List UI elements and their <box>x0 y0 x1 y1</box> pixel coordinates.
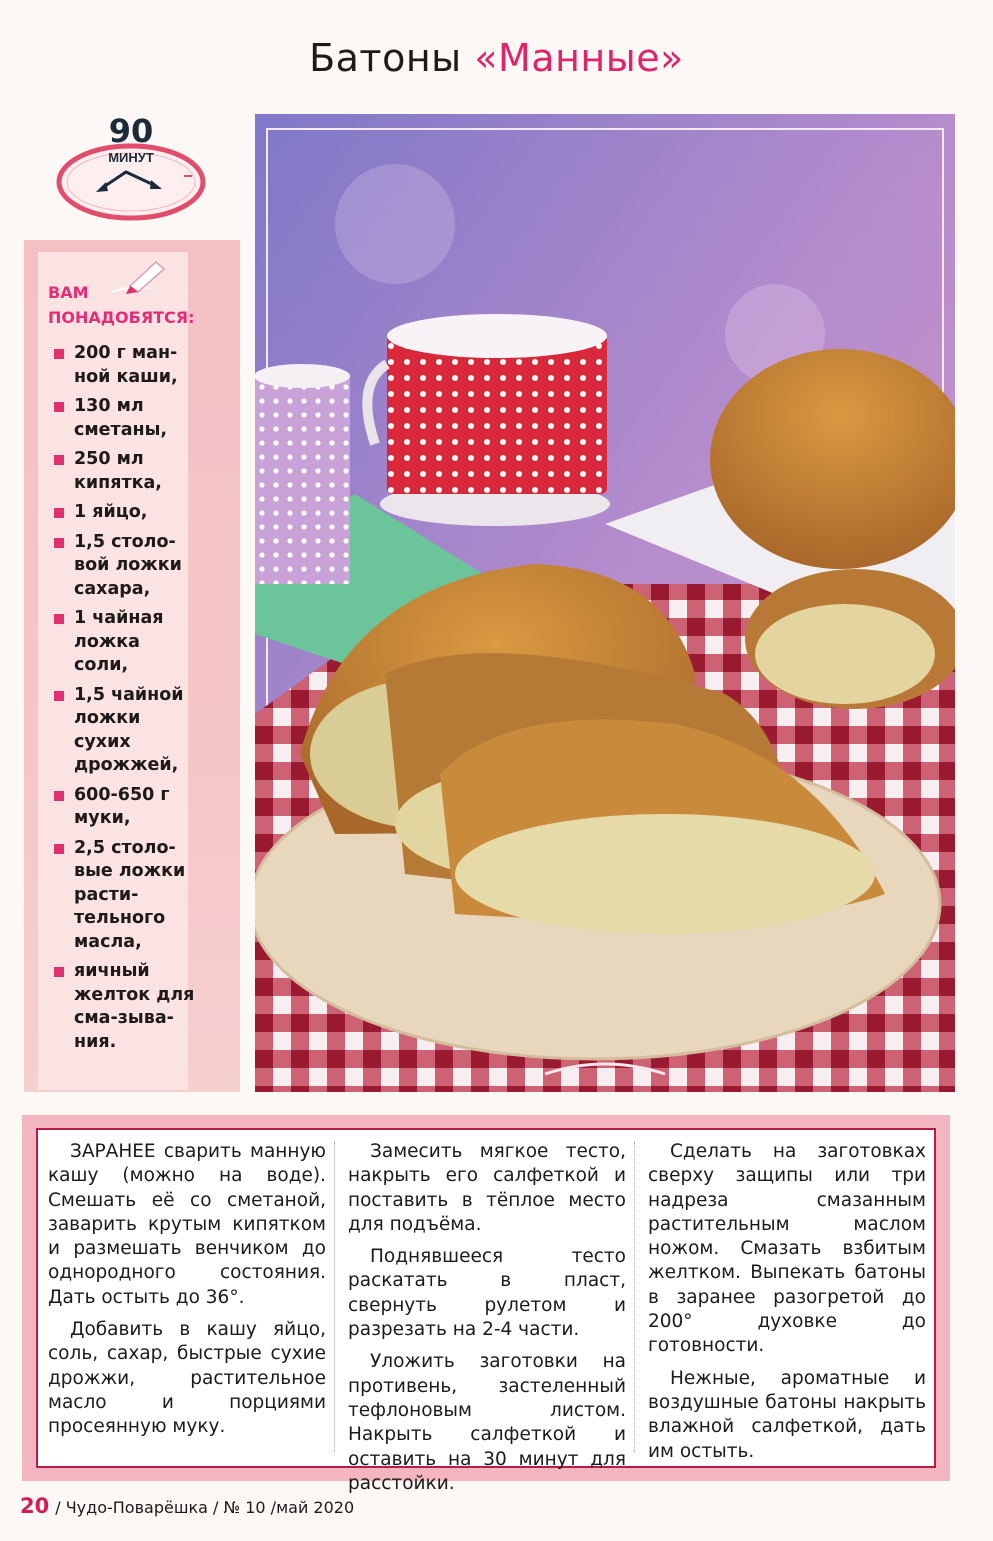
time-value: 90 <box>108 112 154 150</box>
bullet-icon <box>54 691 64 701</box>
ingredients-heading <box>48 280 218 330</box>
bullet-icon <box>54 349 64 359</box>
page-number: 20 <box>20 1494 50 1518</box>
magazine-info: / Чудо-Поварёшка / № 10 /май 2020 <box>55 1498 355 1517</box>
instructions-column-2 <box>348 1140 626 1504</box>
cooking-time <box>52 108 210 223</box>
instruction-paragraph: ЗАРАНЕЕ сварить манную кашу (можно на воде). Смешать её со сметаной, заварить крутым кипятком и размешать венчиком до однородного состояния. Дать остыть до 36°. <box>48 1141 326 1308</box>
ingredient-item: 1,5 столо-вой ложки сахара, <box>50 531 200 602</box>
ingredient-item: 600-650 г муки, <box>50 784 200 831</box>
instructions-column-3 <box>648 1140 926 1472</box>
instruction-paragraph: Поднявшееся тесто раскатать в пласт, свернуть рулетом и разрезать на 2-4 части. <box>348 1246 626 1341</box>
ingredient-item: яичный желток для сма-зыва-ния. <box>50 960 200 1054</box>
ingredient-item: 130 мл сметаны, <box>50 395 200 442</box>
title-main: Батоны <box>309 36 475 80</box>
bullet-icon <box>54 967 64 977</box>
ingredient-item: 200 г ман-ной каши, <box>50 342 200 389</box>
instruction-paragraph: Уложить заготовки на противень, застеленный тефлоновым листом. Накрыть салфеткой и оставить на 30 минут для расстойки. <box>348 1351 626 1494</box>
time-unit: МИНУТ <box>108 150 154 165</box>
instruction-paragraph: Замесить мягкое тесто, накрыть его салфеткой и поставить в тёплое место для подъёма. <box>348 1141 626 1235</box>
bullet-icon <box>54 455 64 465</box>
title-accent: «Манные» <box>474 36 684 80</box>
ingredient-item: 1 чайная ложка соли, <box>50 607 200 678</box>
page-footer <box>20 1494 354 1518</box>
instruction-paragraph: Добавить в кашу яйцо, соль, сахар, быстрые сухие дрожжи, растительное масло и порциями просеянную муку. <box>48 1319 326 1438</box>
bullet-icon <box>54 791 64 801</box>
bullet-icon <box>54 538 64 548</box>
ingredient-item: 1 яйцо, <box>50 501 200 525</box>
instruction-paragraph: Нежные, ароматные и воздушные батоны накрыть влажной салфеткой, дать им остыть. <box>648 1367 926 1462</box>
bread-photo-illustration <box>255 114 955 1092</box>
ingredient-item: 250 мл кипятка, <box>50 448 200 495</box>
ingredient-item: 1,5 чайной ложки сухих дрожжей, <box>50 684 200 778</box>
ingredient-item: 2,5 столо-вые ложки расти-тельного масла, <box>50 837 200 955</box>
bullet-icon <box>54 614 64 624</box>
instruction-paragraph: Сделать на заготовках сверху защипы или три надреза смазанным растительным маслом ножом. Смазать взбитым желтком. Выпекать батоны в заранее разогретой до 200° духовке до готовности. <box>648 1141 926 1357</box>
bullet-icon <box>54 844 64 854</box>
ingredients-list <box>50 342 200 1060</box>
bread-photo <box>255 114 955 1092</box>
ingredients-heading-line2: ПОНАДОБЯТСЯ: <box>48 308 195 327</box>
ingredients-heading-line1: ВАМ <box>48 283 89 302</box>
column-divider <box>634 1142 635 1452</box>
recipe-title <box>0 36 993 80</box>
bullet-icon <box>54 508 64 518</box>
bullet-icon <box>54 402 64 412</box>
instructions-column-1 <box>48 1140 326 1448</box>
column-divider <box>334 1142 335 1452</box>
